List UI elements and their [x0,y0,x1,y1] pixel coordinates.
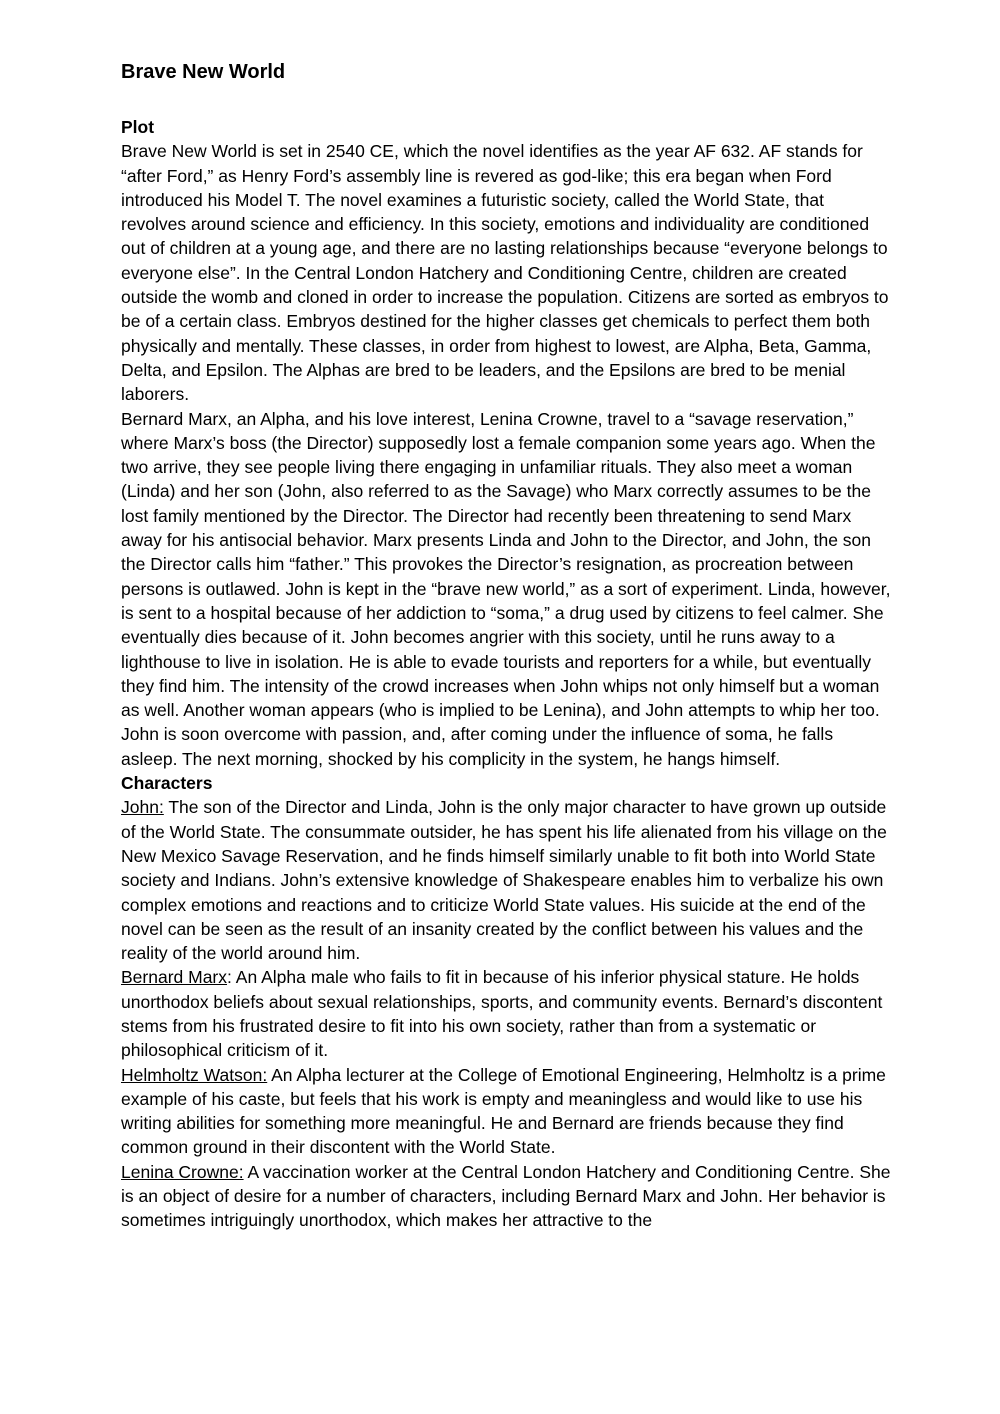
characters-section [121,771,891,1233]
character-name-helmholtz-watson: Helmholtz Watson: [121,1064,268,1085]
plot-section [121,115,891,771]
character-entry-lenina-crowne [121,1160,891,1233]
character-entry-bernard-marx [121,965,891,1062]
characters-heading: Characters [121,773,213,794]
character-name-john: John: [121,797,164,818]
plot-paragraph-2: Bernard Marx, an Alpha, and his love interest, Lenina Crowne, travel to a “savage reservation,” where Marx’s boss (the Director) supposedly lost a female companion some years ago. When the two arrive, they see people living there engaging in unfamiliar rituals. They also meet a woman (Linda) and her son (John, also referred to as the Savage) who Marx correctly assumes to be the lost family mentioned by the Director. The Director had recently been threatening to send Marx away for his antisocial behavior. Marx presents Linda and John to the Director, and John, the son the Director calls him “father.” This provokes the Director’s resignation, as procreation between persons is outlawed. John is kept in the “brave new world,” as a sort of experiment. Linda, however, is sent to a hospital because of her addiction to “soma,” a drug used by citizens to feel calmer. She eventually dies because of it. John becomes angrier with this society, until he runs away to a lighthouse to live in isolation. He is able to evade tourists and reporters for a while, but eventually they find him. The intensity of the crowd increases when John whips not only himself but a woman as well. Another woman appears (who is implied to be Lenina), and John attempts to whip her too. John is soon overcome with passion, and, after coming under the influence of soma, he falls asleep. The next morning, shocked by his complicity in the system, he hangs himself. [121,408,891,769]
character-description-lenina-crowne: A vaccination worker at the Central London Hatchery and Conditioning Centre. She is an object of desire for a number of characters, including Bernard Marx and John. Her behavior is sometimes intriguingly unorthodox, which makes her attractive to the [121,1161,891,1231]
document-page [121,56,891,1233]
character-name-bernard-marx: Bernard Marx [121,967,228,988]
character-description-helmholtz-watson: An Alpha lecturer at the College of Emotional Engineering, Helmholtz is a prime example of his caste, but feels that his work is empty and meaningless and would like to use his writing abilities for something more meaningful. He and Bernard are friends because they find common ground in their discontent with the World State. [121,1064,886,1158]
document-title: Brave New World [121,61,286,83]
plot-paragraph-1: Brave New World is set in 2540 CE, which the novel identifies as the year AF 632. AF stands for “after Ford,” as Henry Ford’s assembly line is revered as god-like; this era began when Ford introduced his Model T. The novel examines a futuristic society, called the World State, that revolves around science and efficiency. In this society, emotions and individuality are conditioned out of children at a young age, and there are no lasting relationships because “everyone belongs to everyone else”. In the Central London Hatchery and Conditioning Centre, children are created outside the womb and cloned in order to increase the population. Citizens are sorted as embryos to be of a certain class. Embryos destined for the higher classes get chemicals to perfect them both physically and mentally. These classes, in order from highest to lowest, are Alpha, Beta, Gamma, Delta, and Epsilon. The Alphas are bred to be leaders, and the Epsilons are bred to be menial laborers. [121,141,889,405]
character-entry-helmholtz-watson [121,1063,891,1160]
character-entry-john [121,795,891,965]
character-description-john: The son of the Director and Linda, John is the only major character to have grown up outside of the World State. The consummate outsider, he has spent his life alienated from his village on the New Mexico Savage Reservation, and he finds himself similarly unable to fit both into World State society and Indians. John’s extensive knowledge of Shakespeare enables him to verbalize his own complex emotions and reactions and to criticize World State values. His suicide at the end of the novel can be seen as the result of an insanity created by the conflict between his values and the reality of the world around him. [121,797,887,964]
character-name-lenina-crowne: Lenina Crowne: [121,1161,244,1182]
character-description-bernard-marx: : An Alpha male who fails to fit in because of his inferior physical stature. He holds unorthodox beliefs about sexual relationships, sports, and community events. Bernard’s discontent stems from his frustrated desire to fit into his own society, rather than from a systematic or philosophical criticism of it. [121,967,883,1061]
plot-heading: Plot [121,117,155,137]
